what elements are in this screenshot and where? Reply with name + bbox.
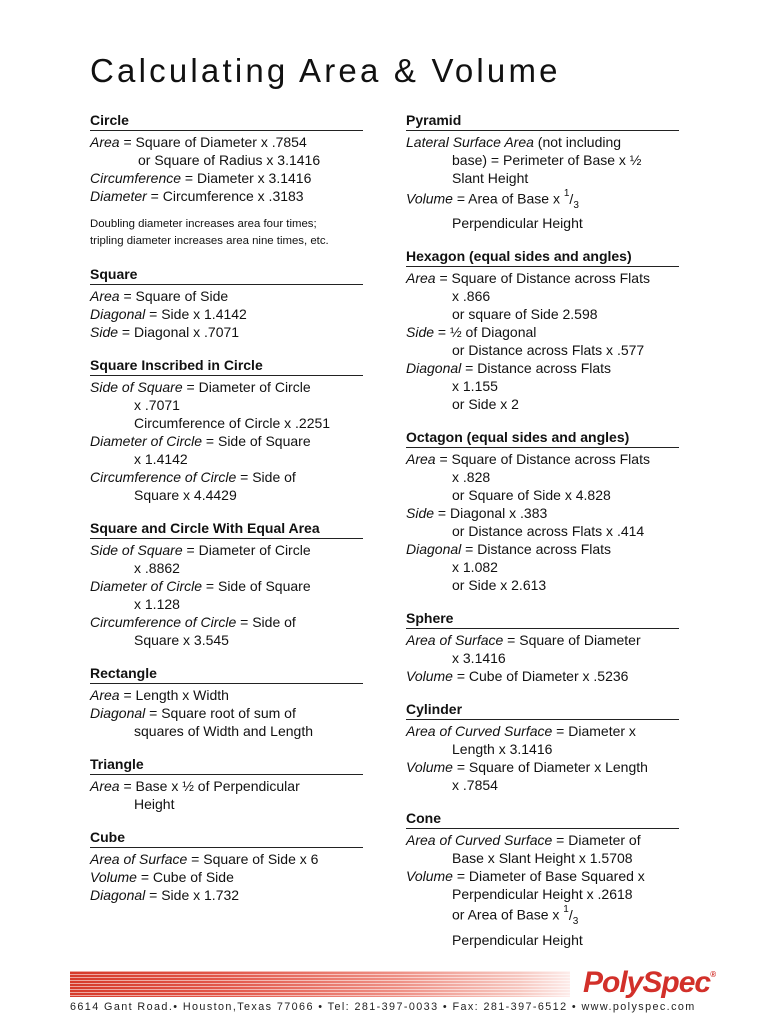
formula-line: Diagonal = Distance across Flats [406,360,612,377]
formula-line: Area = Length x Width [90,687,229,703]
section-title: Hexagon (equal sides and angles) [406,248,679,267]
formula-line: or Area of Base x $^1/_3$ [452,904,579,927]
section-title: Octagon (equal sides and angles) [406,429,679,448]
formula-line: Area = Square of Distance across Flats [406,451,650,468]
formula-line: Volume = Diameter of Base Squared x [406,868,645,885]
formula-line: Volume = Cube of Side [90,869,234,885]
formula-line: Slant Height [452,170,529,186]
formula-line: Perpendicular Height [452,215,583,232]
one-third-fraction: $^1/_3$ [563,188,579,211]
formula-line: Length x 3.1416 [452,741,553,758]
formula-line: Area = Base x ½ of Perpendicular [90,778,300,794]
formula-line: Area = Square of Distance across Flats [406,270,650,287]
section-title: Square Inscribed in Circle [90,357,363,376]
formula-line: x .866 [452,288,491,305]
formula-line: or Side x 2.613 [452,577,547,594]
section-title: Cylinder [406,701,679,720]
circle-note [90,216,363,250]
formula-line: Height [134,796,175,812]
formula-line: Area = Square of Diameter x .7854 [90,134,307,150]
section-circle [90,112,363,250]
formula-line: Volume = Area of Base x $^1/_3$ [406,188,579,211]
formula-line: Area of Curved Surface = Diameter x [406,723,636,740]
formula-line: Side = Diagonal x .7071 [90,324,240,340]
section-title: Cube [90,829,363,848]
footer-stripe-bar [70,971,570,997]
formula-line: x 1.128 [134,596,180,612]
formula-line: x .7854 [452,777,498,794]
formula-line: x .7071 [134,397,180,413]
section-title: Rectangle [90,665,363,684]
section-square [90,266,363,341]
formula-line: Diameter = Circumference x .3183 [90,188,304,204]
footer-contact-line: 6614 Gant Road.• Houston,Texas 77066 • Tel: 281-397-0033 • Fax: 281-397-6512 • www.polyspec.com [70,1001,696,1013]
section-cylinder [406,701,679,794]
formula-line: Diagonal = Distance across Flats [406,541,612,558]
page-title: Calculating Area & Volume [90,52,561,89]
formula-line: Area of Surface = Square of Diameter [406,632,641,649]
formula-line: Volume = Cube of Diameter x .5236 [406,668,629,685]
formula-line: Diagonal = Side x 1.732 [90,887,240,903]
formula-line: Perpendicular Height x .2618 [452,886,633,903]
section-pyramid [406,112,679,232]
formula-line: Circumference = Diameter x 3.1416 [90,170,312,186]
formula-line: Diagonal = Square root of sum of [90,705,296,721]
section-title: Square and Circle With Equal Area [90,520,363,539]
formula-line: base) = Perimeter of Base x ½ [452,152,642,168]
formula-line: squares of Width and Length [134,723,314,739]
section-title: Triangle [90,756,363,775]
section-square-inscribed [90,357,363,504]
formula-line: Side of Square = Diameter of Circle [90,542,311,558]
formula-line: Area of Surface = Square of Side x 6 [90,851,319,867]
formula-line: or Distance across Flats x .414 [452,523,645,540]
formula-line: x 1.082 [452,559,498,576]
formula-line: or Side x 2 [452,396,519,413]
section-triangle [90,756,363,813]
section-title: Cone [406,810,679,829]
formula-line: Diameter of Circle = Side of Square [90,433,311,449]
formula-line: or square of Side 2.598 [452,306,598,323]
right-column [406,112,679,965]
section-title: Sphere [406,610,679,629]
formula-line: Circumference of Circle x .2251 [134,415,331,431]
formula-line: Side = ½ of Diagonal [406,324,537,341]
section-cone [406,810,679,948]
registered-mark: ® [710,970,715,979]
section-title: Pyramid [406,112,679,131]
formula-line: or Distance across Flats x .577 [452,342,645,359]
formula-line: or Square of Side x 4.828 [452,487,611,504]
formula-line: x 1.4142 [134,451,188,467]
note-line: tripling diameter increases area nine times, etc. [90,235,329,247]
formula-line: Base x Slant Height x 1.5708 [452,850,633,867]
formula-line: Volume = Square of Diameter x Length [406,759,648,776]
formula-line: Square x 3.545 [134,632,229,648]
section-hexagon [406,248,679,413]
formula-line: Perpendicular Height [452,931,583,948]
formula-line: Side of Square = Diameter of Circle [90,379,311,395]
section-rectangle [90,665,363,740]
section-cube [90,829,363,904]
formula-line: x 3.1416 [452,650,506,667]
formula-line: Side = Diagonal x .383 [406,505,548,522]
formula-line: x .828 [452,469,491,486]
formula-line: Circumference of Circle = Side of [90,614,296,630]
formula-line: Lateral Surface Area (not including [406,134,622,150]
polyspec-logo: PolySpec® [583,966,715,999]
formula-line: or Square of Radius x 3.1416 [138,152,321,168]
formula-line: Square x 4.4429 [134,487,237,503]
formula-line: Area of Curved Surface = Diameter of [406,832,641,849]
section-title: Circle [90,112,363,131]
formula-line: x .8862 [134,560,180,576]
note-line: Doubling diameter increases area four times; [90,218,317,230]
formula-line: Circumference of Circle = Side of [90,469,296,485]
formula-line: x 1.155 [452,378,498,395]
formula-line: Diagonal = Side x 1.4142 [90,306,247,322]
formula-line: Diameter of Circle = Side of Square [90,578,311,594]
left-column [90,112,363,920]
section-square-circle-equal [90,520,363,649]
one-third-fraction: $^1/_3$ [563,904,579,927]
section-octagon [406,429,679,594]
section-sphere [406,610,679,685]
formula-line: Area = Square of Side [90,288,229,304]
section-title: Square [90,266,363,285]
